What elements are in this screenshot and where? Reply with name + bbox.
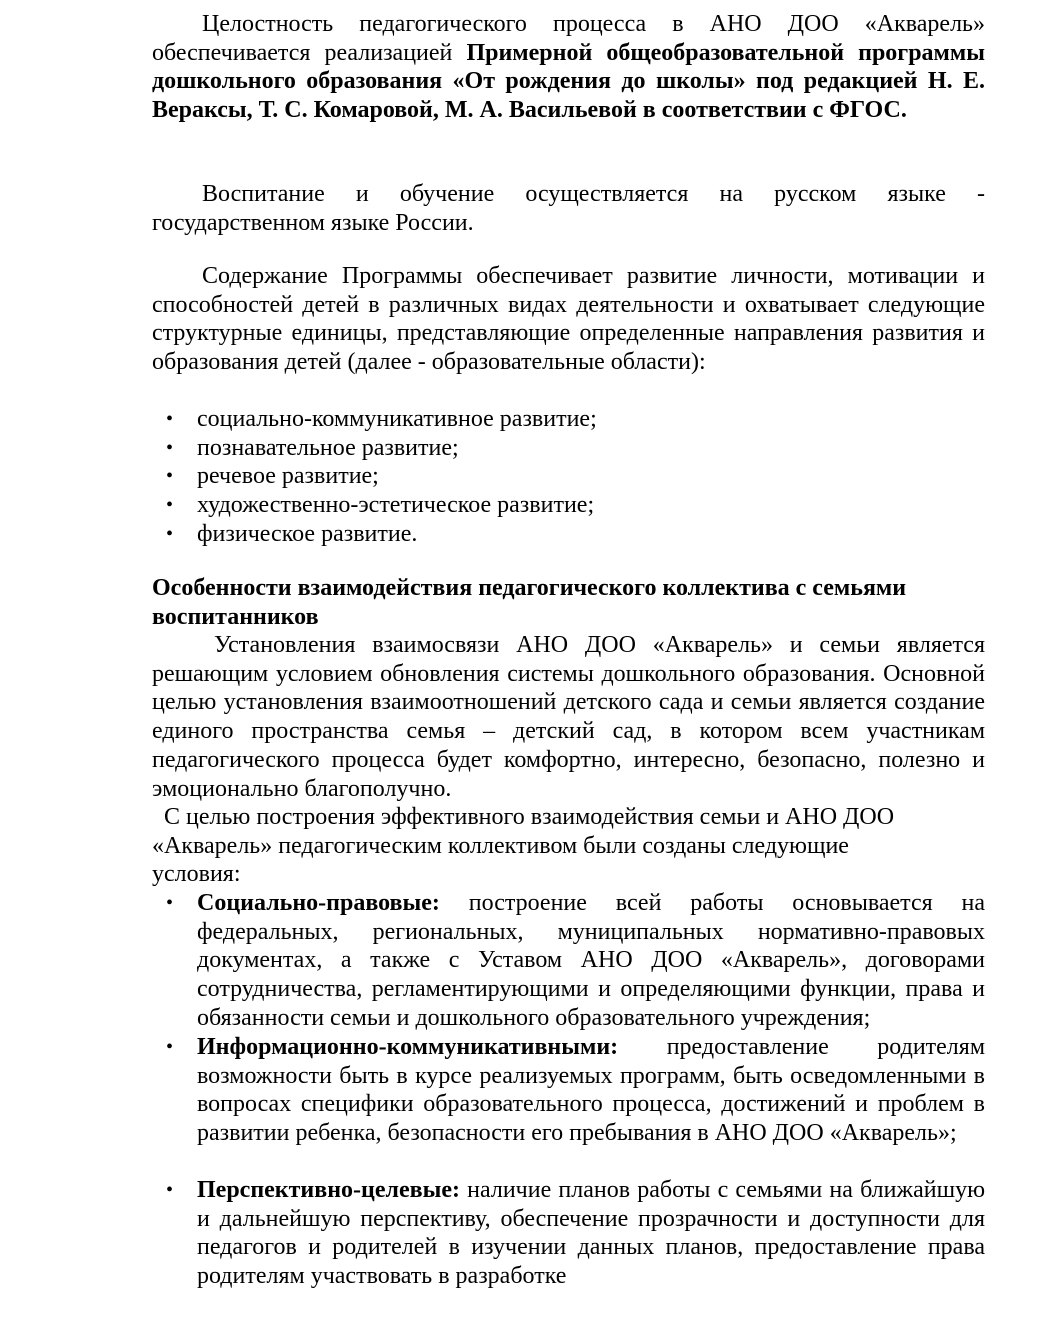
paragraph-program [152, 10, 985, 125]
list-item: • познавательное развитие; [166, 434, 459, 461]
list-item: • физическое развитие. [166, 520, 418, 547]
list-item: • Перспективно-целевые: наличие планов работы с семьями на ближайшую и дальнейшую перспективу, обеспечение прозрачности и доступности для педагогов и родителей в изучении данных планов, предоставление права родителям участвовать в разработке [166, 1177, 985, 1290]
paragraph-language: Воспитание и обучение осуществляется на русском языке - государственном языке России. [152, 181, 985, 236]
program-intro: Целостность педагогического процесса в АНО ДОО «Акварель» обеспечивается реализацией [152, 11, 985, 66]
conditions-list-item-2 [152, 1033, 985, 1148]
list-item: • Социально-правовые: построение всей работы основывается на федеральных, региональных, муниципальных нормативно-правовых документах, а также с Уставом АНО ДОО «Акварель», договорами сотрудничества, регламентирующими и определяющими функции, права и обязанности семьи и дошкольного образовательного учреждения; [166, 890, 985, 1031]
list-item: • социально-коммуникативное развитие; [166, 406, 597, 432]
paragraph-content: Содержание Программы обеспечивает развитие личности, мотивации и способностей детей в различных видах деятельности и охватывает следующие структурные единицы, представляющие определенные направления развития и образования детей (далее - образовательные области): [152, 263, 985, 376]
program-name: Примерной общеобразовательной программы дошкольного образования «От рождения до школы» под редакцией Н. Е. Вераксы, Т. С. Комаровой, М. А. Васильевой в соответствии с ФГОС. [152, 39, 985, 124]
list-item: • Информационно-коммуникативными: предоставление родителям возможности быть в курсе реализуемых программ, быть осведомленными в вопросах специфики образовательного процесса, достижений и проблем в развитии ребенка, безопасности его пребывания в АНО ДОО «Акварель»; [166, 1034, 985, 1147]
paragraph-conditions-intro: С целью построения эффективного взаимодействия семьи и АНО ДОО «Акварель» педагогическим коллективом были созданы следующие условия: [152, 804, 895, 888]
bullet-icon: • [166, 1179, 174, 1201]
conditions-list-item-3 [152, 1176, 985, 1291]
bullet-icon: • [166, 408, 174, 430]
bullet-icon: • [166, 465, 174, 488]
conditions-list-item-1 [152, 889, 985, 1033]
paragraph-interaction: Установления взаимосвязи АНО ДОО «Акварель» и семьи является решающим условием обновления системы дошкольного образования. Основной целью установления взаимоотношений детского сада и семьи является создание единого пространства семья – детский сад, в котором всем участникам педагогического процесса будет комфортно, интересно, безопасно, полезно и эмоционально благополучно. [152, 632, 985, 802]
bullet-icon: • [166, 1036, 174, 1058]
section-heading: Особенности взаимодействия педагогического коллектива с семьями воспитанников [152, 575, 907, 630]
list-item: • речевое развитие; [166, 463, 379, 490]
list-item: • художественно-эстетическое развитие; [166, 492, 595, 519]
bullet-icon: • [166, 436, 174, 459]
bullet-icon: • [166, 494, 174, 517]
bullet-icon: • [166, 522, 174, 545]
areas-list [152, 405, 985, 549]
bullet-icon: • [166, 892, 174, 914]
